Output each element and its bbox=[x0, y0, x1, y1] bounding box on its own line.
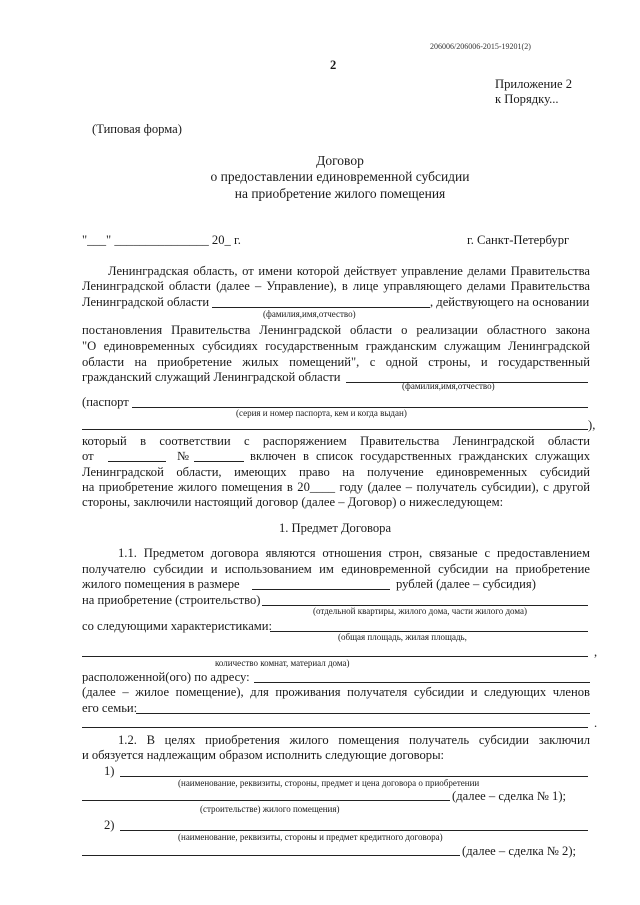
intro-line-3-a: Ленинградской области bbox=[82, 295, 210, 309]
address-field[interactable] bbox=[254, 682, 590, 683]
deal-1-field-continued[interactable] bbox=[82, 800, 450, 801]
intro-line-12: Ленинградской области, имеющих право на получение единовременных субсидий bbox=[82, 465, 590, 479]
subsidy-amount-field[interactable] bbox=[252, 589, 390, 590]
manager-name-field[interactable] bbox=[212, 307, 430, 308]
rooms-hint: количество комнат, материал дома) bbox=[215, 658, 350, 668]
clause-1-1-line-4: на приобретение (строительство) bbox=[82, 593, 261, 607]
deal-1-hint-2: (строительстве) жилого помещения) bbox=[200, 804, 340, 814]
document-number: 206006/206006-2015-19201(2) bbox=[430, 42, 531, 51]
intro-line-10: который в соответствии с распоряжением Правительства Ленинградской области bbox=[82, 434, 590, 448]
title-line-1: Договор bbox=[316, 153, 364, 168]
clause-1-1-line-2: получателю субсидии и использованием им единовременной субсидии на приобретение bbox=[82, 562, 590, 576]
intro-line-4: постановления Правительства Ленинградской области о реализации областного закона bbox=[82, 323, 590, 337]
passport-hint: (серия и номер паспорта, кем и когда выдан) bbox=[236, 408, 407, 418]
passport-close: ), bbox=[588, 418, 596, 432]
clause-1-2-line-1: 1.2. В целях приобретения жилого помещения получатель субсидии заключил bbox=[118, 733, 590, 747]
servant-name-hint: (фамилия,имя,отчество) bbox=[402, 381, 495, 391]
passport-label: (паспорт bbox=[82, 395, 129, 409]
clause-1-1-line-5: со следующими характеристиками: bbox=[82, 619, 272, 633]
characteristics-hint: (общая площадь, жилая площадь, bbox=[338, 632, 467, 642]
item-2-number: 2) bbox=[104, 818, 115, 832]
characteristics-comma: , bbox=[594, 645, 598, 659]
intro-line-2: Ленинградской области (далее – Управление), в лице управляющего делами Правительства bbox=[82, 279, 590, 293]
intro-line-5: "О единовременных субсидиях государственным гражданским служащим Ленинградской bbox=[82, 339, 590, 353]
deal-2-field[interactable] bbox=[120, 830, 588, 831]
manager-name-hint: (фамилия,имя,отчество) bbox=[263, 309, 356, 319]
clause-1-1-line-7: расположенной(ого) по адресу: bbox=[82, 670, 250, 684]
contract-date: "___" _______________ 20_ г. bbox=[82, 233, 241, 247]
clause-1-2-line-2: и обязуется надлежащим образом исполнить следующие договоры: bbox=[82, 748, 445, 762]
order-number-field[interactable] bbox=[194, 461, 244, 462]
clause-1-1-line-8: (далее – жилое помещение), для проживания получателя субсидии и следующих членов bbox=[82, 685, 590, 699]
form-type-label: (Типовая форма) bbox=[92, 122, 182, 136]
order-number-label: № bbox=[177, 449, 190, 463]
intro-line-11-c: включен в список государственных гражданских служащих bbox=[250, 449, 590, 463]
clause-1-1-line-9: его семьи: bbox=[82, 701, 138, 715]
deal-2-field-continued[interactable] bbox=[82, 855, 460, 856]
property-type-hint: (отдельной квартиры, жилого дома, части жилого дома) bbox=[313, 606, 527, 616]
deal-1-end: (далее – сделка № 1); bbox=[452, 789, 567, 803]
deal-2-end: (далее – сделка № 2); bbox=[462, 844, 577, 858]
order-date-label: от bbox=[82, 449, 94, 463]
deal-1-hint: (наименование, реквизиты, стороны, предмет и цена договора о приобретении bbox=[178, 778, 480, 788]
passport-field-continued[interactable] bbox=[82, 429, 588, 430]
family-members-period: . bbox=[594, 716, 598, 730]
intro-line-6: области на приобретение жилых помещений", с одной строны, и государственный bbox=[82, 355, 590, 369]
family-members-field-continued[interactable] bbox=[82, 727, 588, 728]
appendix-line-2: к Порядку... bbox=[495, 92, 559, 106]
item-1-number: 1) bbox=[104, 764, 115, 778]
title-line-2: о предоставлении единовременной субсидии bbox=[210, 169, 470, 184]
intro-line-14: стороны, заключили настоящий договор (далее – Договор) о нижеследующем: bbox=[82, 495, 504, 509]
family-members-field[interactable] bbox=[136, 713, 590, 714]
intro-line-1: Ленинградская область, от имени которой действует управление делами Правительства bbox=[108, 264, 590, 278]
order-date-field[interactable] bbox=[108, 461, 166, 462]
section-1-heading: 1. Предмет Договора bbox=[278, 521, 392, 535]
characteristics-field-continued[interactable] bbox=[82, 656, 588, 657]
page-number: 2 bbox=[330, 58, 337, 72]
clause-1-1-line-1: 1.1. Предметом договора являются отношения строн, связаные с предоставлением bbox=[118, 546, 590, 560]
deal-2-hint: (наименование, реквизиты, стороны и предмет кредитного договора) bbox=[178, 832, 443, 842]
deal-1-field[interactable] bbox=[120, 776, 588, 777]
clause-1-1-line-3-a: жилого помещения в размере bbox=[82, 577, 240, 591]
intro-line-3-b: , действующего на основании bbox=[430, 295, 590, 309]
title-line-3: на приобретение жилого помещения bbox=[234, 186, 446, 201]
intro-line-13: на приобретение жилого помещения в 20____ году (далее – получатель субсидии), с другой bbox=[82, 480, 590, 494]
appendix-line-1: Приложение 2 bbox=[495, 77, 573, 91]
contract-city: г. Санкт-Петербург bbox=[467, 233, 570, 247]
intro-line-7: гражданский служащий Ленинградской области bbox=[82, 370, 341, 384]
clause-1-1-line-3-b: рублей (далее – субсидия) bbox=[396, 577, 536, 591]
